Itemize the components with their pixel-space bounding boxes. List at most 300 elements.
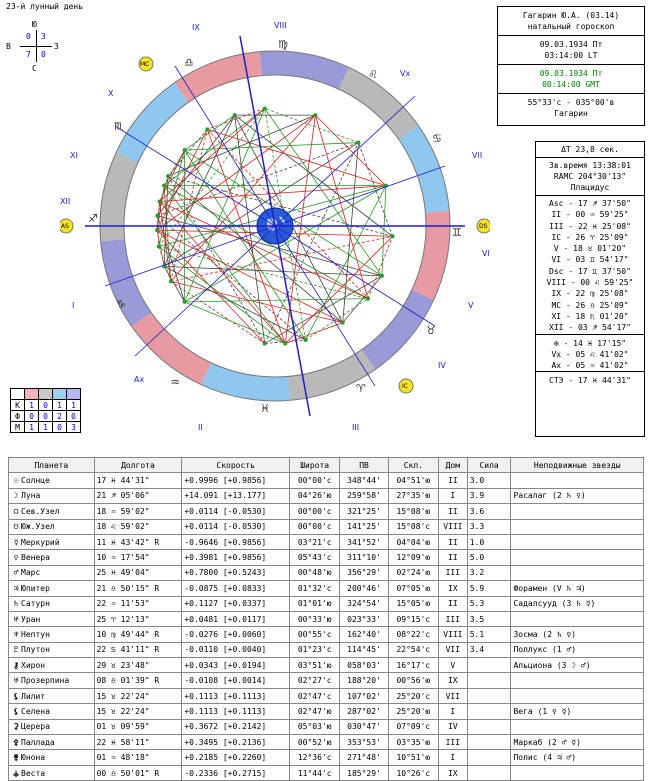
- cell-power: 5.3: [467, 596, 511, 611]
- cell-power: [467, 688, 511, 703]
- planet-name: Солнце: [21, 476, 50, 486]
- cell-stars: [511, 688, 644, 703]
- cell-decl: 22°54'с: [388, 642, 438, 657]
- ramc: RAMC 204°30'13": [553, 172, 627, 181]
- cell-lon: 17 ♓ 44'31": [94, 473, 182, 488]
- cell-decl: 07°05'ю: [388, 581, 438, 596]
- cell-lon: 15 ♉ 22'24": [94, 704, 182, 719]
- person-name: Гагарин Ю.А. (03.14): [522, 11, 620, 20]
- cell-pv: 356°29': [340, 565, 388, 580]
- place: Гагарин: [554, 109, 588, 118]
- cell-house: I: [438, 704, 467, 719]
- cell-lat: 03°21'с: [290, 534, 340, 549]
- planet-glyph-icon: ♃: [13, 583, 19, 593]
- cusp-xi: XI - 18 ♏ 01'20": [551, 311, 629, 321]
- local-date: 09.03.1934 Пт: [539, 40, 603, 49]
- delta-t: ΔT 23,8 сек.: [561, 145, 619, 154]
- cell-lat: 00°55'с: [290, 627, 340, 642]
- cell-lon: 25 ♓ 49'04": [94, 565, 182, 580]
- cell-stars: Маркаб (2 ♂ ☿): [511, 735, 644, 750]
- cell-decl: 02°24'ю: [388, 565, 438, 580]
- cell-pv: 162°40': [340, 627, 388, 642]
- cell-stars: [511, 550, 644, 565]
- planet-glyph-icon: ♀: [13, 553, 19, 563]
- cell-lat: 12°36'с: [290, 750, 340, 765]
- table-row: [9, 673, 644, 688]
- planet-point: [313, 113, 317, 117]
- cell-power: [467, 719, 511, 734]
- planets-table: [8, 457, 644, 781]
- planet-glyph-icon: ♄: [13, 599, 19, 609]
- cell-speed: +0.1127 [+0.0337]: [182, 596, 290, 611]
- leo-glyph: ♍: [278, 38, 288, 51]
- planet-name: Церера: [21, 722, 50, 732]
- compass-south: С: [32, 64, 37, 73]
- cusp-dsc: Dsc - 17 ♊ 37'50": [549, 266, 631, 276]
- planet-point: [155, 214, 159, 218]
- cell-lon: 22 ♓ 58'11": [94, 735, 182, 750]
- cell-stars: [511, 719, 644, 734]
- cell-house: II: [438, 534, 467, 549]
- table-row: [9, 719, 644, 734]
- capricorn-glyph: ♑: [116, 298, 126, 311]
- cell-decl: 25°20'с: [388, 688, 438, 703]
- cell-power: 1.0: [467, 534, 511, 549]
- cell-house: VIII: [438, 627, 467, 642]
- cell-lon: 29 ♉ 23'48": [94, 658, 182, 673]
- cell-speed: -0.2336 [+0.2715]: [182, 765, 290, 780]
- planet-point: [380, 274, 384, 278]
- compass-west: В: [6, 42, 11, 51]
- gemini-box: ♊: [452, 226, 462, 239]
- cell-stars: Полис (4 ♃ ♂): [511, 750, 644, 765]
- cell-decl: 09°15'с: [388, 611, 438, 626]
- cell-power: [467, 735, 511, 750]
- cell-power: 3.2: [467, 565, 511, 580]
- table-row: [9, 565, 644, 580]
- coordinates: 55°33'с - 035°00'в: [527, 98, 615, 107]
- planet-glyph-icon: ☿: [13, 537, 19, 547]
- elements-grid: К 1 0 1 1 Ф 0 0 2 0 М 1 1 0 3: [10, 388, 81, 433]
- cell-speed: +0.0343 [+0.0194]: [182, 658, 290, 673]
- cell-house: II: [438, 473, 467, 488]
- cell-lat: 01°32'с: [290, 581, 340, 596]
- cell-power: 3.0: [467, 473, 511, 488]
- vertex-label: Vx: [400, 69, 411, 78]
- cell-decl: 10°51'ю: [388, 750, 438, 765]
- cell-stars: [511, 519, 644, 534]
- planet-name: Хирон: [21, 660, 46, 670]
- cusp-xii: XII - 03 ♐ 54'17": [549, 323, 631, 333]
- cell-decl: 07°09'с: [388, 719, 438, 734]
- planet-point: [157, 244, 161, 248]
- local-time: 03:14:00 LT: [544, 51, 598, 60]
- cell-speed: +0.3495 [+0.2136]: [182, 735, 290, 750]
- mc-marker: MC: [140, 61, 150, 68]
- table-row: [9, 704, 644, 719]
- planet-point: [356, 141, 360, 145]
- planet-glyph-icon: ⚴: [13, 737, 19, 747]
- cell-lon: 10 ♒ 17'54": [94, 550, 182, 565]
- cell-lon: 00 ♎ 50'01" R: [94, 765, 182, 780]
- point-fortune: ⊕ - 14 ♓ 17'15": [553, 338, 627, 348]
- cell-pv: 030°47': [340, 719, 388, 734]
- house-label-vi: VI: [482, 249, 490, 258]
- cell-stars: Вега (1 ♀ ☿): [511, 704, 644, 719]
- cell-pv: 023°33': [340, 611, 388, 626]
- cell-speed: +0.7800 [+0.5243]: [182, 565, 290, 580]
- cell-decl: 08°22'с: [388, 627, 438, 642]
- dsc-marker: DS: [479, 223, 488, 230]
- house-label-ix: IX: [192, 23, 200, 32]
- cell-speed: -0.0110 [+0.0040]: [182, 642, 290, 657]
- ste-value: СТЭ - 17 ♓ 44'31": [549, 376, 631, 386]
- cell-lon: 18 ♌ 59'02": [94, 519, 182, 534]
- scorpio-glyph: ♏: [114, 120, 124, 133]
- planet-name: Веста: [21, 768, 46, 778]
- house-label-xii: XII: [60, 197, 71, 206]
- cell-decl: 04°51'ю: [388, 473, 438, 488]
- cell-power: 3.3: [467, 519, 511, 534]
- cell-stars: [511, 534, 644, 549]
- table-row: [9, 642, 644, 657]
- planet-name: Юнона: [21, 753, 46, 763]
- planet-name: Венера: [21, 553, 50, 563]
- table-row: [9, 627, 644, 642]
- cell-stars: [511, 473, 644, 488]
- cusp-ic: IC - 26 ♈ 25'09": [551, 232, 629, 242]
- house-label-i: I: [72, 301, 75, 310]
- cell-power: 5.0: [467, 550, 511, 565]
- lunar-day-label: 23-й лунный день: [6, 2, 84, 11]
- cell-house: III: [438, 735, 467, 750]
- cell-decl: 15°05'ю: [388, 596, 438, 611]
- planet-name: Прозерпина: [21, 676, 70, 686]
- cell-power: 3.5: [467, 611, 511, 626]
- cell-speed: +0.0114 [-0.0530]: [182, 504, 290, 519]
- cell-house: III: [438, 565, 467, 580]
- aquarius-glyph: ♒: [170, 376, 180, 389]
- planet-name: Меркурий: [21, 537, 60, 547]
- cell-stars: Альциона (3 ☽ ♂): [511, 658, 644, 673]
- planet-point: [263, 342, 267, 346]
- planet-glyph-icon: ☉: [13, 476, 19, 486]
- cell-pv: 114°45': [340, 642, 388, 657]
- cell-speed: +0.2185 [+0.2260]: [182, 750, 290, 765]
- cell-pv: 341°52': [340, 534, 388, 549]
- cell-lat: 01°01'ю: [290, 596, 340, 611]
- planet-name: Юпитер: [21, 583, 50, 593]
- planet-point: [205, 127, 209, 131]
- cell-decl: 12°09'ю: [388, 550, 438, 565]
- cell-stars: Зосма (2 ♄ ♀): [511, 627, 644, 642]
- point-antivertex: Ax - 05 ♒ 41'02": [551, 361, 629, 371]
- cell-pv: 200°46': [340, 581, 388, 596]
- planet-glyph-icon: ⚳: [13, 722, 19, 732]
- cusp-viii: VIII - 00 ♌ 59'25": [546, 278, 634, 288]
- cell-pv: 287°02': [340, 704, 388, 719]
- planet-name: Марс: [21, 568, 41, 578]
- table-row: [9, 611, 644, 626]
- planet-name: Нептун: [21, 629, 50, 639]
- cell-lat: 00°52'ю: [290, 735, 340, 750]
- cell-lon: 18 ♒ 59'02": [94, 504, 182, 519]
- cell-lat: 11°44'с: [290, 765, 340, 780]
- cell-decl: 16°17'с: [388, 658, 438, 673]
- asc-marker: AS: [61, 223, 69, 230]
- cell-pv: 324°54': [340, 596, 388, 611]
- table-header: Планета Долгота Скорость Широта ПВ Скл. Дом Сила Неподвижные звезды: [9, 458, 644, 473]
- cell-lon: 22 ♋ 41'11" R: [94, 642, 182, 657]
- table-row: [9, 473, 644, 488]
- aries-glyph: ♈: [356, 382, 366, 395]
- house-label-x: X: [108, 89, 114, 98]
- point-vertex: Vx - 05 ♌ 41'02": [551, 349, 629, 359]
- planet-glyph-icon: ☊: [13, 506, 19, 516]
- cell-pv: 353°53': [340, 735, 388, 750]
- cell-power: 3.9: [467, 488, 511, 503]
- cell-house: II: [438, 596, 467, 611]
- house-label-vii: VII: [472, 151, 483, 160]
- table-row: [9, 596, 644, 611]
- cell-lat: 05°03'ю: [290, 719, 340, 734]
- cell-decl: 15°08'с: [388, 519, 438, 534]
- planet-glyph-icon: ♅: [13, 676, 19, 686]
- planet-name: Сев.Узел: [21, 506, 60, 516]
- cell-speed: +0.3981 [+0.9856]: [182, 550, 290, 565]
- cell-lon: 21 ♎ 50'15" R: [94, 581, 182, 596]
- cell-lon: 15 ♉ 22'24": [94, 688, 182, 703]
- antivertex-label: Ax: [134, 375, 145, 384]
- ste-row: [536, 371, 644, 386]
- cell-lon: 22 ♒ 11'53": [94, 596, 182, 611]
- table-row: [9, 735, 644, 750]
- planet-point: [169, 279, 173, 283]
- house-label-iv: IV: [438, 361, 446, 370]
- cell-house: VIII: [438, 519, 467, 534]
- cell-lat: 00°33'ю: [290, 611, 340, 626]
- pisces-glyph: ♓: [260, 402, 270, 415]
- planet-name: Селена: [21, 706, 50, 716]
- cell-lon: 11 ♓ 43'42" R: [94, 534, 182, 549]
- gmt-date: 09.03.1934 Пт: [539, 69, 603, 78]
- cell-power: [467, 750, 511, 765]
- cell-pv: 107°02': [340, 688, 388, 703]
- cell-power: [467, 704, 511, 719]
- table-row: [9, 750, 644, 765]
- cell-house: V: [438, 658, 467, 673]
- cell-house: I: [438, 750, 467, 765]
- cell-house: VII: [438, 688, 467, 703]
- cell-pv: 185°29': [340, 765, 388, 780]
- cell-decl: 03°35'ю: [388, 735, 438, 750]
- planet-point: [341, 321, 345, 325]
- cell-pv: 321°25': [340, 504, 388, 519]
- planet-point: [183, 148, 187, 152]
- compass-east: З: [54, 42, 59, 51]
- planet-glyph-icon: ♆: [13, 629, 19, 639]
- cell-speed: +0.1113 [+0.1113]: [182, 704, 290, 719]
- planet-point: [233, 113, 237, 117]
- cell-house: IV: [438, 719, 467, 734]
- ic-marker: IC: [402, 383, 408, 390]
- cusp-mc: MC - 26 ♎ 25'09": [551, 300, 629, 310]
- cell-power: [467, 673, 511, 688]
- points-list: [536, 334, 644, 372]
- planet-point: [183, 300, 187, 304]
- table-row: [9, 550, 644, 565]
- cell-pv: 271°48': [340, 750, 388, 765]
- cell-speed: -0.0875 [+0.0833]: [182, 581, 290, 596]
- cell-pv: 188°20': [340, 673, 388, 688]
- table-row: [9, 504, 644, 519]
- cell-speed: +14.091 [+13.177]: [182, 488, 290, 503]
- cusps-box: [535, 141, 645, 437]
- cell-lat: 04°26'ю: [290, 488, 340, 503]
- cell-lat: 00°00'с: [290, 519, 340, 534]
- cell-decl: 10°26'с: [388, 765, 438, 780]
- planet-glyph-icon: ♅: [13, 614, 19, 624]
- cell-lon: 21 ♐ 05'06": [94, 488, 182, 503]
- planet-glyph-icon: ♂: [13, 568, 19, 578]
- cusp-asc: Asc - 17 ♐ 37'50": [549, 199, 631, 208]
- star-time: Зв.время 13:38:01: [549, 161, 631, 170]
- cell-pv: 348°44': [340, 473, 388, 488]
- table-row: [9, 519, 644, 534]
- cell-speed: -0.0276 [+0.0060]: [182, 627, 290, 642]
- planet-point: [158, 199, 162, 203]
- cell-pv: 058°03': [340, 658, 388, 673]
- cell-decl: 04°04'ю: [388, 534, 438, 549]
- cell-house: VII: [438, 642, 467, 657]
- cell-lon: 01 ♒ 48'18": [94, 750, 182, 765]
- cusp-v: V - 18 ♉ 01'20": [553, 244, 627, 254]
- cell-pv: 259°58': [340, 488, 388, 503]
- cell-decl: 00°56'ю: [388, 673, 438, 688]
- cell-speed: +0.1113 [+0.1113]: [182, 688, 290, 703]
- house-label-viii: VIII: [274, 21, 287, 30]
- cell-house: III: [438, 611, 467, 626]
- cancer-glyph: ♋: [432, 132, 442, 145]
- cell-lat: 05°43'с: [290, 550, 340, 565]
- cell-lon: 08 ♎ 01'39" R: [94, 673, 182, 688]
- cusp-iii: III - 22 ♓ 25'08": [549, 221, 631, 231]
- cell-lat: 02°47'с: [290, 688, 340, 703]
- house-label-ii: II: [198, 423, 203, 432]
- planet-point: [366, 297, 370, 301]
- planet-glyph-icon: ⚶: [12, 768, 20, 778]
- compass: Ю С В З 0 3 7 0: [6, 20, 59, 73]
- planet-glyph-icon: ♇: [13, 645, 19, 655]
- planet-name: Лилит: [21, 691, 46, 701]
- cell-speed: +0.0114 [-0.0530]: [182, 519, 290, 534]
- cell-lon: 10 ♍ 49'44" R: [94, 627, 182, 642]
- table-row: [9, 688, 644, 703]
- cusp-ix: IX - 22 ♍ 25'08": [551, 289, 629, 299]
- cell-pv: 141°25': [340, 519, 388, 534]
- cell-stars: Поллукс (1 ♂): [511, 642, 644, 657]
- virgo-glyph: ♌: [368, 68, 378, 81]
- house-label-v: V: [468, 301, 474, 310]
- cell-power: 3.6: [467, 504, 511, 519]
- chart-info-box: [497, 6, 645, 126]
- planet-glyph-icon: ⚸: [13, 691, 19, 701]
- cell-power: 3.4: [467, 642, 511, 657]
- cell-house: IX: [438, 581, 467, 596]
- planet-glyph-icon: ⚵: [13, 753, 19, 763]
- planet-glyph-icon: ☽: [13, 491, 19, 501]
- planet-point: [283, 342, 287, 346]
- house-label-xi: XI: [70, 151, 78, 160]
- planet-name: Юж.Узел: [21, 522, 55, 532]
- cell-stars: [511, 673, 644, 688]
- planet-name: Луна: [21, 491, 41, 501]
- cell-pv: 311°10': [340, 550, 388, 565]
- cell-house: II: [438, 504, 467, 519]
- cell-lat: 02°27'с: [290, 673, 340, 688]
- cell-lat: 00°00'с: [290, 504, 340, 519]
- planet-name: Сатурн: [21, 599, 50, 609]
- cusp-list: [536, 195, 644, 334]
- house-system: Плацидус: [570, 183, 610, 192]
- cell-power: 5.1: [467, 627, 511, 642]
- cusp-ii: II - 00 ♒ 59'25": [551, 210, 629, 220]
- planet-point: [391, 234, 395, 238]
- gmt-time: 00:14:00 GMT: [542, 80, 600, 89]
- cell-speed: +0.3672 [+0.2142]: [182, 719, 290, 734]
- cell-stars: Расалаг (2 ♄ ♀): [511, 488, 644, 503]
- cell-house: IX: [438, 673, 467, 688]
- cell-house: I: [438, 488, 467, 503]
- cell-speed: -0.9646 [+0.9856]: [182, 534, 290, 549]
- house-label-iii: III: [352, 423, 360, 432]
- table-row: [9, 581, 644, 596]
- cell-lat: 00°00'с: [290, 473, 340, 488]
- cell-lon: 25 ♈ 12'13": [94, 611, 182, 626]
- table-row: [9, 534, 644, 549]
- cell-lat: 01°23'с: [290, 642, 340, 657]
- chart-type: натальный гороскоп: [527, 22, 615, 31]
- cell-lat: 00°48'ю: [290, 565, 340, 580]
- sagittarius-glyph: ♐: [88, 212, 98, 225]
- taurus-glyph: ♉: [426, 324, 436, 337]
- planet-glyph-icon: ⚸: [13, 706, 19, 716]
- cell-lat: 02°47'ю: [290, 704, 340, 719]
- cell-house: IX: [438, 765, 467, 780]
- planet-name: Уран: [21, 614, 41, 624]
- libra-glyph: ♎: [184, 56, 194, 69]
- cusp-vi: VI - 03 ♊ 54'17": [551, 255, 629, 265]
- planet-point: [263, 106, 267, 110]
- planet-glyph-icon: ☋: [13, 522, 19, 532]
- planet-point: [304, 338, 308, 342]
- cell-lat: 03°51'ю: [290, 658, 340, 673]
- cell-speed: +0.0481 [+0.0117]: [182, 611, 290, 626]
- cell-stars: [511, 611, 644, 626]
- cell-power: [467, 658, 511, 673]
- cell-stars: [511, 504, 644, 519]
- cell-decl: 15°08'ю: [388, 504, 438, 519]
- horoscope-wheel: [60, 8, 490, 448]
- table-row: [9, 658, 644, 673]
- cell-speed: +0.9996 [+0.9856]: [182, 473, 290, 488]
- cell-house: II: [438, 550, 467, 565]
- planet-point: [155, 228, 159, 232]
- cell-lon: 01 ♉ 09'59": [94, 719, 182, 734]
- planet-name: Паллада: [21, 737, 55, 747]
- planet-point: [166, 174, 170, 178]
- cell-stars: [511, 565, 644, 580]
